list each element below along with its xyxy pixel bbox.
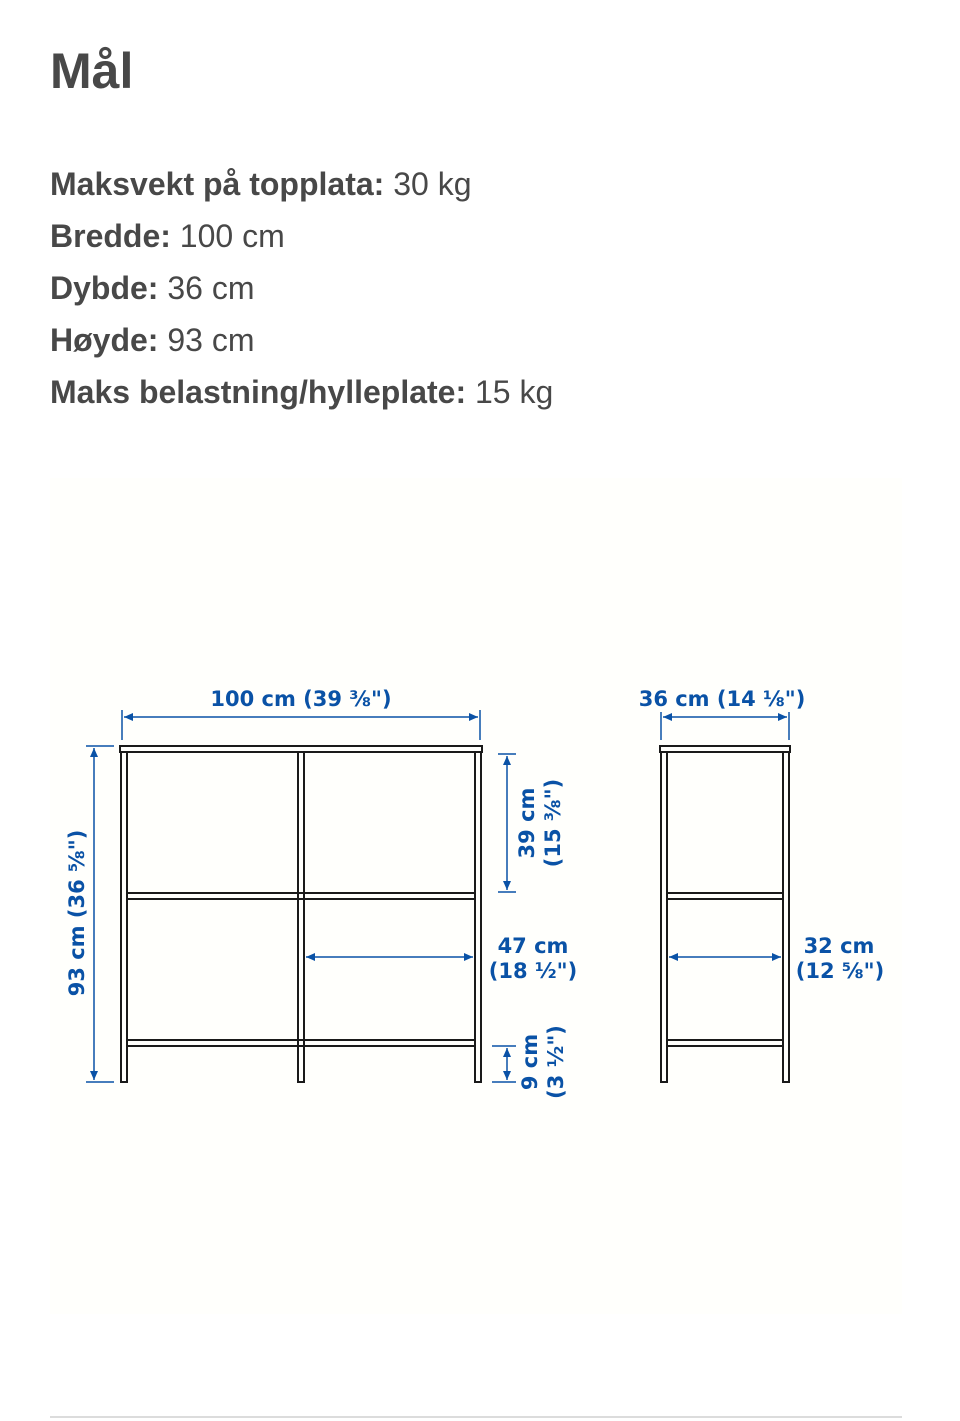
spec-value: 36 cm (167, 270, 255, 306)
bottom-shelf (127, 1040, 475, 1046)
side-view-shelf (660, 746, 790, 1082)
spec-value: 15 kg (475, 374, 554, 410)
spec-list (50, 158, 553, 418)
spec-depth (50, 262, 553, 314)
side-middle-shelf (667, 893, 783, 899)
upper-height-label-line2: (15 ⅜") (541, 778, 565, 868)
dimension-drawing[interactable] (50, 478, 902, 1314)
inner-width-label-line2: (18 ½") (488, 959, 578, 983)
height-label: 93 cm (36 ⅝") (65, 829, 89, 997)
front-view-shelf (120, 746, 482, 1082)
spec-value: 30 kg (393, 166, 472, 202)
side-left-leg (661, 752, 667, 1082)
inner-width-label-line1: 47 cm (497, 934, 569, 958)
right-leg (475, 752, 481, 1082)
middle-shelf (127, 893, 475, 899)
spec-max-shelf-load (50, 366, 553, 418)
page-title: Mål (50, 43, 134, 99)
bottom-clearance-label-line1: 9 cm (518, 1033, 542, 1091)
spec-key: Høyde: (50, 322, 159, 358)
dimension-drawing-svg (50, 478, 902, 1314)
spec-value: 100 cm (179, 218, 285, 254)
left-leg (121, 752, 127, 1082)
side-top-board (660, 746, 790, 752)
inner-depth-label-line1: 32 cm (803, 934, 875, 958)
spec-width (50, 210, 553, 262)
spec-key: Maks belastning/hylleplate: (50, 374, 467, 410)
side-right-leg (783, 752, 789, 1082)
middle-leg (298, 752, 304, 1082)
spec-key: Bredde: (50, 218, 171, 254)
upper-height-label-line1: 39 cm (515, 787, 539, 859)
spec-value: 93 cm (167, 322, 255, 358)
width-label: 100 cm (39 ⅜") (210, 687, 392, 711)
spec-key: Dybde: (50, 270, 159, 306)
spec-max-top-weight (50, 158, 553, 210)
spec-key: Maksvekt på topplata: (50, 166, 385, 202)
side-bottom-shelf (667, 1040, 783, 1046)
depth-label: 36 cm (14 ⅛") (638, 687, 806, 711)
inner-depth-label-line2: (12 ⅝") (795, 959, 885, 983)
bottom-clearance-label-line2: (3 ½") (544, 1025, 568, 1099)
spec-height (50, 314, 553, 366)
section-divider (50, 1416, 902, 1418)
